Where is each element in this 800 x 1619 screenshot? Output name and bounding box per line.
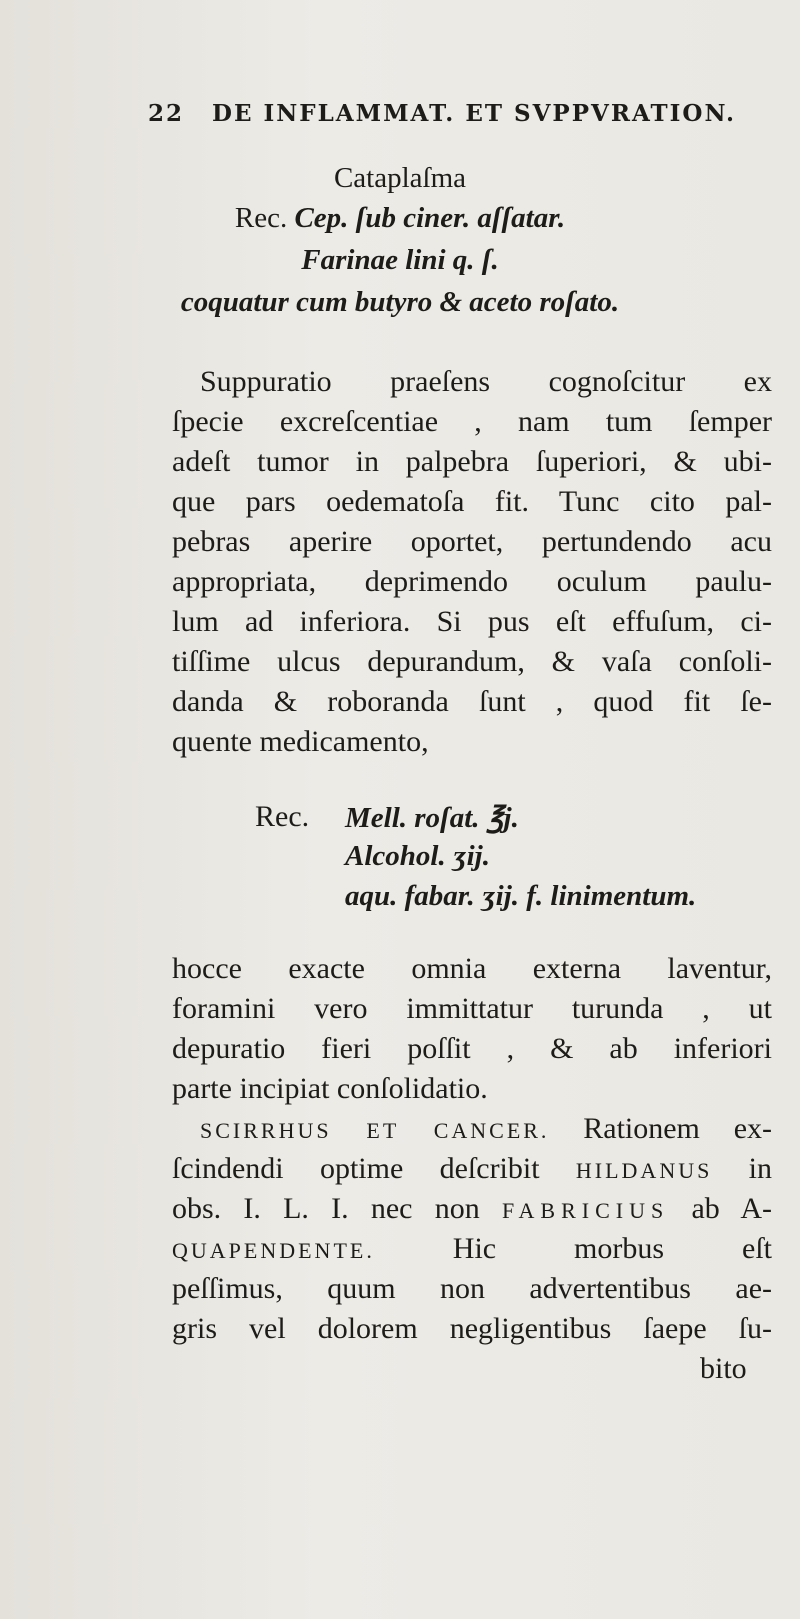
catchword: bito (700, 1352, 747, 1385)
text-line: gris vel dolorem negligentibus ſaepe ſu- (172, 1312, 772, 1345)
text-line: quente medicamento, (172, 725, 429, 758)
text-span: ab A- (691, 1192, 772, 1225)
text-span: in (748, 1152, 773, 1185)
recipe1-line2: Farinae lini q. ſ. (301, 244, 499, 276)
text-line: depuratio fieri poſſit , & ab inferiori (172, 1032, 772, 1065)
running-title: DE INFLAMMAT. ET SVPPVRATION. (212, 100, 737, 127)
author-name: QUAPENDENTE. (172, 1238, 375, 1263)
text-line: pebras aperire oportet, pertundendo acu (172, 525, 772, 558)
text-line (172, 1232, 772, 1266)
recipe2-line2: Alcohol. ʒij. (345, 840, 490, 872)
text-line: foramini vero immittatur turunda , ut (172, 992, 772, 1025)
text-line: danda & roboranda ſunt , quod fit ſe- (172, 685, 772, 718)
page-number: 22 (148, 100, 185, 127)
author-name: HILDANUS (575, 1158, 713, 1183)
text-line: ſpecie excreſcentiae , nam tum ſemper (172, 405, 772, 438)
text-line: lum ad inferiora. Si pus eſt effuſum, ci- (172, 605, 772, 638)
text-line: peſſimus, quum non advertentibus ae- (172, 1272, 772, 1305)
text-line (172, 1152, 772, 1186)
author-name: FABRICIUS (501, 1198, 670, 1223)
recipe2-prefix: Rec. (255, 800, 310, 833)
recipe2-line3: aqu. fabar. ʒij. f. linimentum. (345, 880, 697, 912)
running-header (148, 100, 736, 127)
recipe1-title: Cataplaſma (333, 162, 467, 194)
recipe1-prefix: Rec. (234, 202, 288, 234)
text-line: appropriata, deprimendo oculum paulu- (172, 565, 772, 598)
text-span: obs. I. L. I. nec non (172, 1192, 480, 1225)
text-line: hocce exacte omnia externa laventur, (172, 952, 772, 985)
text-span: ſcindendi optime deſcribit (172, 1152, 540, 1185)
recipe1-ingredient1: Cep. ſub ciner. aſſatar. (294, 202, 566, 234)
text-line (172, 1192, 772, 1226)
text-span: Hic morbus eſt (452, 1232, 772, 1265)
text-line: adeſt tumor in palpebra ſuperiori, & ubi- (172, 445, 772, 478)
text-line: Suppuratio praeſens cognoſcitur ex (200, 365, 772, 398)
text-line (200, 1112, 772, 1146)
text-line: parte incipiat conſolidatio. (172, 1072, 488, 1105)
recipe1-line3: coquatur cum butyro & aceto roſato. (180, 286, 620, 318)
text-span: Rationem ex- (583, 1112, 773, 1145)
recipe1-line1 (0, 202, 800, 235)
recipe2-line1: Mell. roſat. ℥j. (345, 802, 519, 834)
text-line: tiſſime ulcus depurandum, & vaſa conſoli- (172, 645, 772, 678)
text-line: que pars oedematoſa fit. Tunc cito pal- (172, 485, 772, 518)
section-heading: SCIRRHUS ET CANCER. (200, 1118, 550, 1143)
